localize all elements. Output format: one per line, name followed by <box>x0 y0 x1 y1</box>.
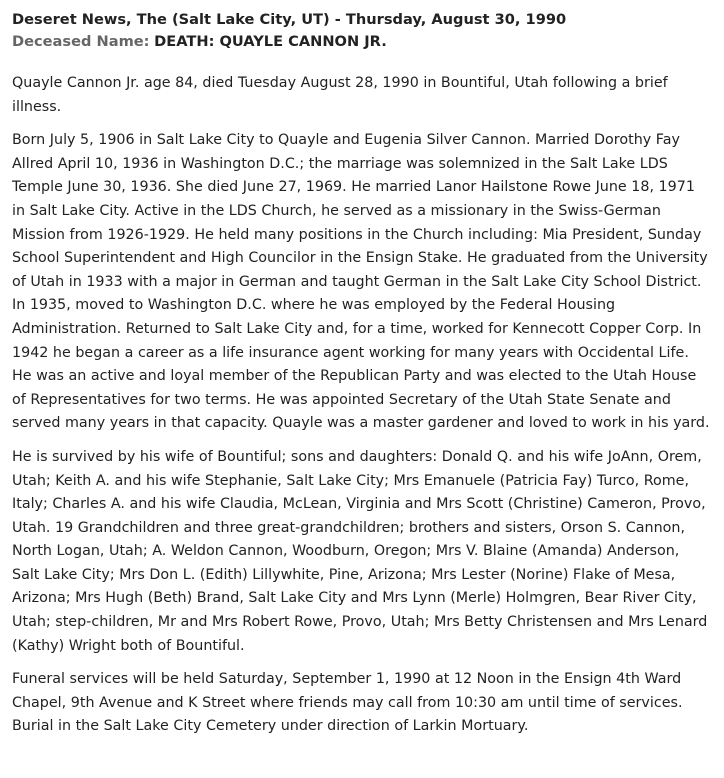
deceased-name-value: DEATH: QUAYLE CANNON JR. <box>154 33 387 50</box>
deceased-name-line <box>12 32 710 52</box>
obituary-body <box>12 72 710 739</box>
paragraph-survivors: He is survived by his wife of Bountiful; sons and daughters: Donald Q. and his wife JoAnn, Orem, Utah; Keith A. and his wife Stephanie, Salt Lake City; Mrs Emanuele (Patricia Fay) Turco, Rome, Italy; Charles A. and his wife Claudia, McLean, Virginia and Mrs Scott (Christine) Cameron, Provo, Utah. 19 Grandchildren and three great-grandchildren; brothers and sisters, Orson S. Cannon, North Logan, Utah; A. Weldon Cannon, Woodburn, Oregon; Mrs V. Blaine (Amanda) Anderson, Salt Lake City; Mrs Don L. (Edith) Lillywhite, Pine, Arizona; Mrs Lester (Norine) Flake of Mesa, Arizona; Mrs Hugh (Beth) Brand, Salt Lake City and Mrs Lynn (Merle) Holmgren, Bear River City, Utah; step-children, Mr and Mrs Robert Rowe, Provo, Utah; Mrs Betty Christensen and Mrs Lenard (Kathy) Wright both of Bountiful. <box>12 448 708 654</box>
paragraph-funeral-services: Funeral services will be held Saturday, September 1, 1990 at 12 Noon in the Ensign 4th Ward Chapel, 9th Avenue and K Street where friends may call from 10:30 am until time of services. Burial in the Salt Lake City Cemetery under direction of Larkin Mortuary. <box>12 671 683 735</box>
paragraph-death-notice: Quayle Cannon Jr. age 84, died Tuesday August 28, 1990 in Bountiful, Utah following a brief illness. <box>12 75 668 115</box>
deceased-name-label: Deceased Name: <box>12 33 150 50</box>
paragraph-biography: Born July 5, 1906 in Salt Lake City to Quayle and Eugenia Silver Cannon. Married Dorothy Fay Allred April 10, 1936 in Washington D.C.; the marriage was solemnized in the Salt Lake LDS Temple June 30, 1936. She died June 27, 1969. He married Lanor Hailstone Rowe June 18, 1971 in Salt Lake City. Active in the LDS Church, he served as a missionary in the Swiss-German Mission from 1926-1929. He held many positions in the Church including: Mia President, Sunday School Superintendent and High Councilor in the Ensign Stake. He graduated from the University of Utah in 1933 with a major in German and taught German in the Salt Lake City School District. In 1935, moved to Washington D.C. where he was employed by the Federal Housing Administration. Returned to Salt Lake City and, for a time, worked for Kennecott Copper Corp. In 1942 he began a career as a life insurance agent working for many years with Occidental Life. He was an active and loyal member of the Republican Party and was elected to the Utah House of Representatives for two terms. He was appointed Secretary of the Utah State Senate and served many years in that capacity. Quayle was a master gardener and loved to work in his yard. <box>12 132 710 432</box>
publication-title: Deseret News, The (Salt Lake City, UT) - Thursday, August 30, 1990 <box>12 11 567 28</box>
